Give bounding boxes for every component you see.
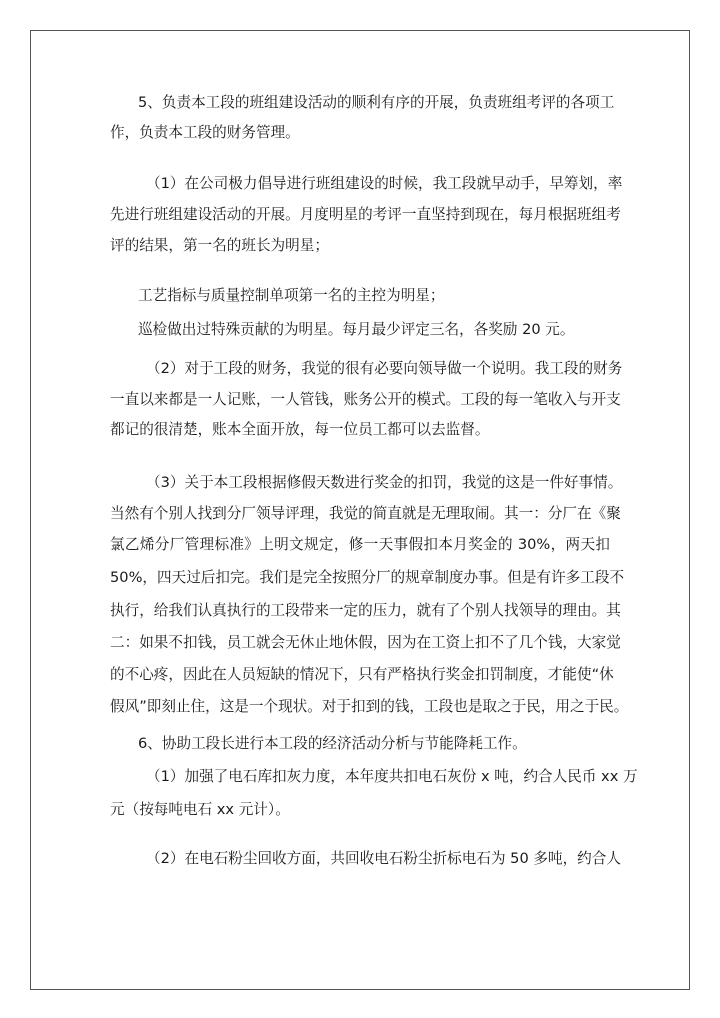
paragraph-line: 工艺指标与质量控制单项第一名的主控为明星； [138,287,445,304]
paragraph-line: （1）加强了电石库扣灰力度，本年度共扣电石灰份 x 吨，约合人民币 xx 万 [146,768,638,785]
paragraph-line: 6、协助工段长进行本工段的经济活动分析与节能降耗工作。 [138,735,527,752]
paragraph-line: 氯乙烯分厂管理标准》上明文规定，修一天事假扣本月奖金的 30%，两天扣 [110,536,610,553]
paragraph-line: 执行，给我们认真执行的工段带来一定的压力，就有了个别人找领导的理由。其 [110,602,621,619]
paragraph-line: 作，负责本工段的财务管理。 [110,124,300,141]
paragraph-line: 一直以来都是一人记账，一人管钱，账务公开的模式。工段的每一笔收入与开支 [110,391,621,408]
paragraph-line: （2）对于工段的财务，我觉的很有必要向领导做一个说明。我工段的财务 [146,360,623,377]
paragraph-line: （3）关于本工段根据修假天数进行奖金的扣罚，我觉的这是一件好事情。 [146,474,623,491]
paragraph-line: 5、负责本工段的班组建设活动的顺利有序的开展，负责班组考评的各项工 [138,94,615,111]
paragraph-line: （1）在公司极力倡导进行班组建设的时候，我工段就早动手，早筹划，率 [146,175,623,192]
paragraph-line: 当然有个别人找到分厂领导评理，我觉的简直就是无理取闹。其一：分厂在《聚 [110,505,621,522]
paragraph-line: 假风”即刻止住，这是一个现状。对于扣到的钱，工段也是取之于民，用之于民。 [110,698,629,715]
paragraph-line: 先进行班组建设活动的开展。月度明星的考评一直坚持到现在，每月根据班组考 [110,206,621,223]
paragraph-line: 二：如果不扣钱，员工就会无休止地休假，因为在工资上扣不了几个钱，大家觉 [110,634,621,651]
paragraph-line: 巡检做出过特殊贡献的为明星。每月最少评定三名，各奖励 20 元。 [138,321,575,338]
paragraph-line: 50%，四天过后扣完。我们是完全按照分厂的规章制度办事。但是有许多工段不 [110,569,625,586]
paragraph-line: （2）在电石粉尘回收方面，共回收电石粉尘折标电石为 50 多吨，约合人 [146,850,621,867]
paragraph-line: 的不心疼，因此在人员短缺的情况下，只有严格执行奖金扣罚制度，才能使“休 [110,666,614,683]
paragraph-line: 都记的很清楚，账本全面开放，每一位员工都可以去监督。 [110,421,490,438]
paragraph-line: 元（按每吨电石 xx 元计）。 [110,801,290,818]
paragraph-line: 评的结果，第一名的班长为明星； [110,237,329,254]
